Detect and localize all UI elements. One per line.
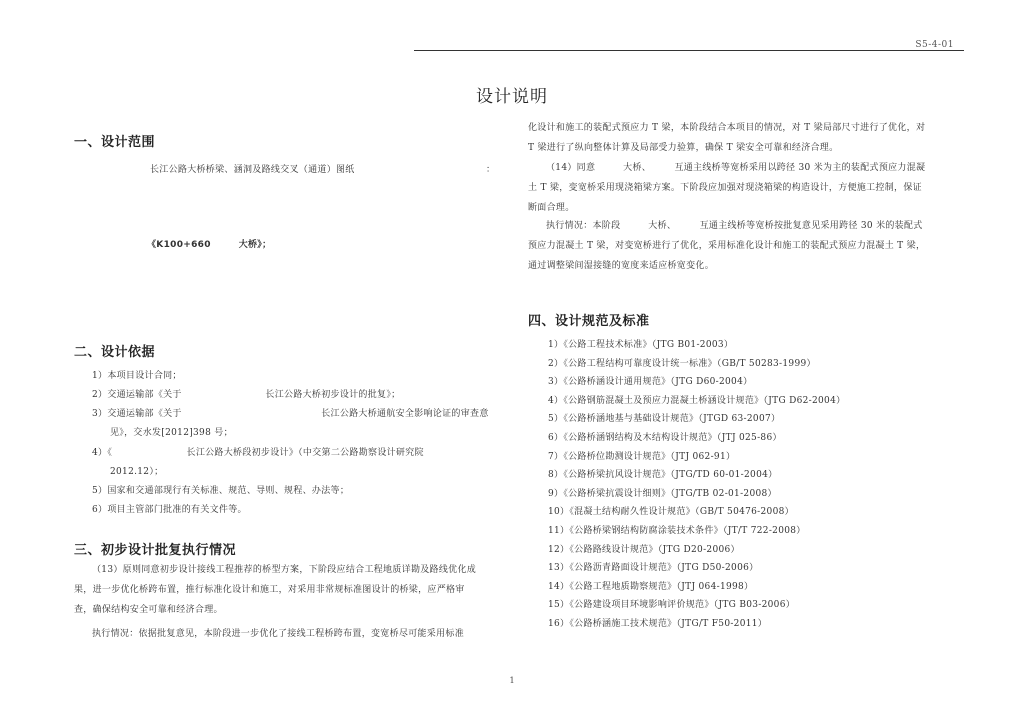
text-line: 通过调整梁间湿接缝的宽度来适应桥宽变化。 xyxy=(528,261,715,271)
top-rule xyxy=(414,50,964,51)
standard-item: 3）《公路桥涵设计通用规范》（JTG D60-2004） xyxy=(548,377,753,388)
standard-item: 16）《公路桥涵施工技术规范》（JTG/T F50-2011） xyxy=(548,618,768,629)
execution-para-14 xyxy=(528,216,925,276)
standard-item: 11）《公路桥梁钢结构防腐涂装技术条件》（JT/T 722-2008） xyxy=(548,525,806,536)
standard-item: 15）《公路建设项目环境影响评价规范》（JTG B03-2006） xyxy=(548,600,796,611)
basis-item: 5）国家和交通部现行有关标准、规范、导则、规程、办法等； xyxy=(92,486,350,496)
text-line: （14）同意 大桥、 互通主线桥等宽桥采用以跨径 30 米为主的装配式预应力混凝 xyxy=(546,163,926,173)
execution-continued xyxy=(528,118,925,158)
section-1-heading: 一、设计范围 xyxy=(74,135,156,150)
standard-item: 4）《公路钢筋混凝土及预应力混凝土桥涵设计规范》（JTG D62-2004） xyxy=(548,395,846,406)
standard-item: 9）《公路桥梁抗震设计细则》（JTG/TB 02-01-2008） xyxy=(548,488,777,499)
text-line: 断面合理。 xyxy=(528,203,575,213)
execution-line: 执行情况：依据批复意见，本阶段进一步优化了接线工程桥跨布置，变宽桥尽可能采用标准 xyxy=(92,629,465,639)
page-title: 设计说明 xyxy=(476,87,548,107)
scope-colon: ： xyxy=(486,165,496,175)
approval-para-14 xyxy=(528,158,925,218)
standards-list xyxy=(548,336,845,634)
standard-item: 12）《公路路线设计规范》（JTG D20-2006） xyxy=(548,544,740,555)
basis-item: 2）交通运输部《关于 长江公路大桥初步设计的批复》； xyxy=(92,390,401,400)
standard-item: 10）《混凝土结构耐久性设计规范》（GB/T 50476-2008） xyxy=(548,507,794,518)
standard-item: 6）《公路桥涵钢结构及木结构设计规范》（JTJ 025-86） xyxy=(548,432,782,443)
section-2-heading: 二、设计依据 xyxy=(74,345,156,360)
standard-item: 5）《公路桥涵地基与基础设计规范》（JTGD 63-2007） xyxy=(548,414,781,425)
basis-item: 6）项目主管部门批准的有关文件等。 xyxy=(92,505,247,515)
text-line: 查，确保结构安全可靠和经济合理。 xyxy=(74,605,223,615)
standard-item: 7）《公路桥位勘测设计规范》（JTJ 062-91） xyxy=(548,451,736,462)
basis-item: 4）《 长江公路大桥段初步设计》（中交第二公路勘察设计研究院 xyxy=(92,448,424,458)
standard-item: 8）《公路桥梁抗风设计规范》（JTG/TD 60-01-2004） xyxy=(548,470,778,481)
approval-para-13 xyxy=(74,560,476,620)
basis-item-cont: 见》，交水发[2012]398 号； xyxy=(110,428,233,438)
scope-line-1: 长江公路大桥桥梁、涵洞及路线交叉（通道）图纸 xyxy=(150,165,355,175)
basis-item: 3）交通运输部《关于 长江公路大桥通航安全影响论证的审查意 xyxy=(92,409,489,419)
standard-item: 1）《公路工程技术标准》（JTG B01-2003） xyxy=(548,340,734,350)
scope-line-2: 《K100+660 大桥》； xyxy=(147,240,272,250)
standard-item: 2）《公路工程结构可靠度设计统一标准》（GB/T 50283-1999） xyxy=(548,358,816,369)
doc-code: S5-4-01 xyxy=(915,40,954,50)
standard-item: 14）《公路工程地质勘察规范》（JTJ 064-1998） xyxy=(548,581,754,592)
section-3-heading: 三、初步设计批复执行情况 xyxy=(74,543,237,558)
basis-item: 1）本项目设计合同； xyxy=(92,371,182,381)
text-line: 预应力混凝土 T 梁，对变宽桥进行了优化，采用标准化设计和施工的装配式预应力混凝土 T 梁， xyxy=(528,241,926,251)
page-number: 1 xyxy=(509,676,515,685)
text-line: 土 T 梁，变宽桥采用现浇箱梁方案。下阶段应加强对现浇箱梁的构造设计，方便施工控制，保证 xyxy=(528,183,922,193)
text-line: T 梁进行了纵向整体计算及局部受力验算，确保 T 梁安全可靠和经济合理。 xyxy=(528,143,839,153)
text-line: 执行情况：本阶段 大桥、 互通主线桥等宽桥按批复意见采用跨径 30 米的装配式 xyxy=(546,221,923,231)
basis-item-cont: 2012.12）； xyxy=(110,467,164,477)
text-line: 化设计和施工的装配式预应力 T 梁，本阶段结合本项目的情况，对 T 梁局部尺寸进行了优化，对 xyxy=(528,123,926,133)
text-line: （13）原则同意初步设计接线工程推荐的桥型方案，下阶段应结合工程地质详勘及路线优化成 xyxy=(92,565,477,575)
section-4-heading: 四、设计规范及标准 xyxy=(528,314,650,329)
text-line: 果，进一步优化桥跨布置，推行标准化设计和施工，对采用非常规标准图设计的桥梁，应严格审 xyxy=(74,585,465,595)
standard-item: 13）《公路沥青路面设计规范》（JTG D50-2006） xyxy=(548,563,759,574)
